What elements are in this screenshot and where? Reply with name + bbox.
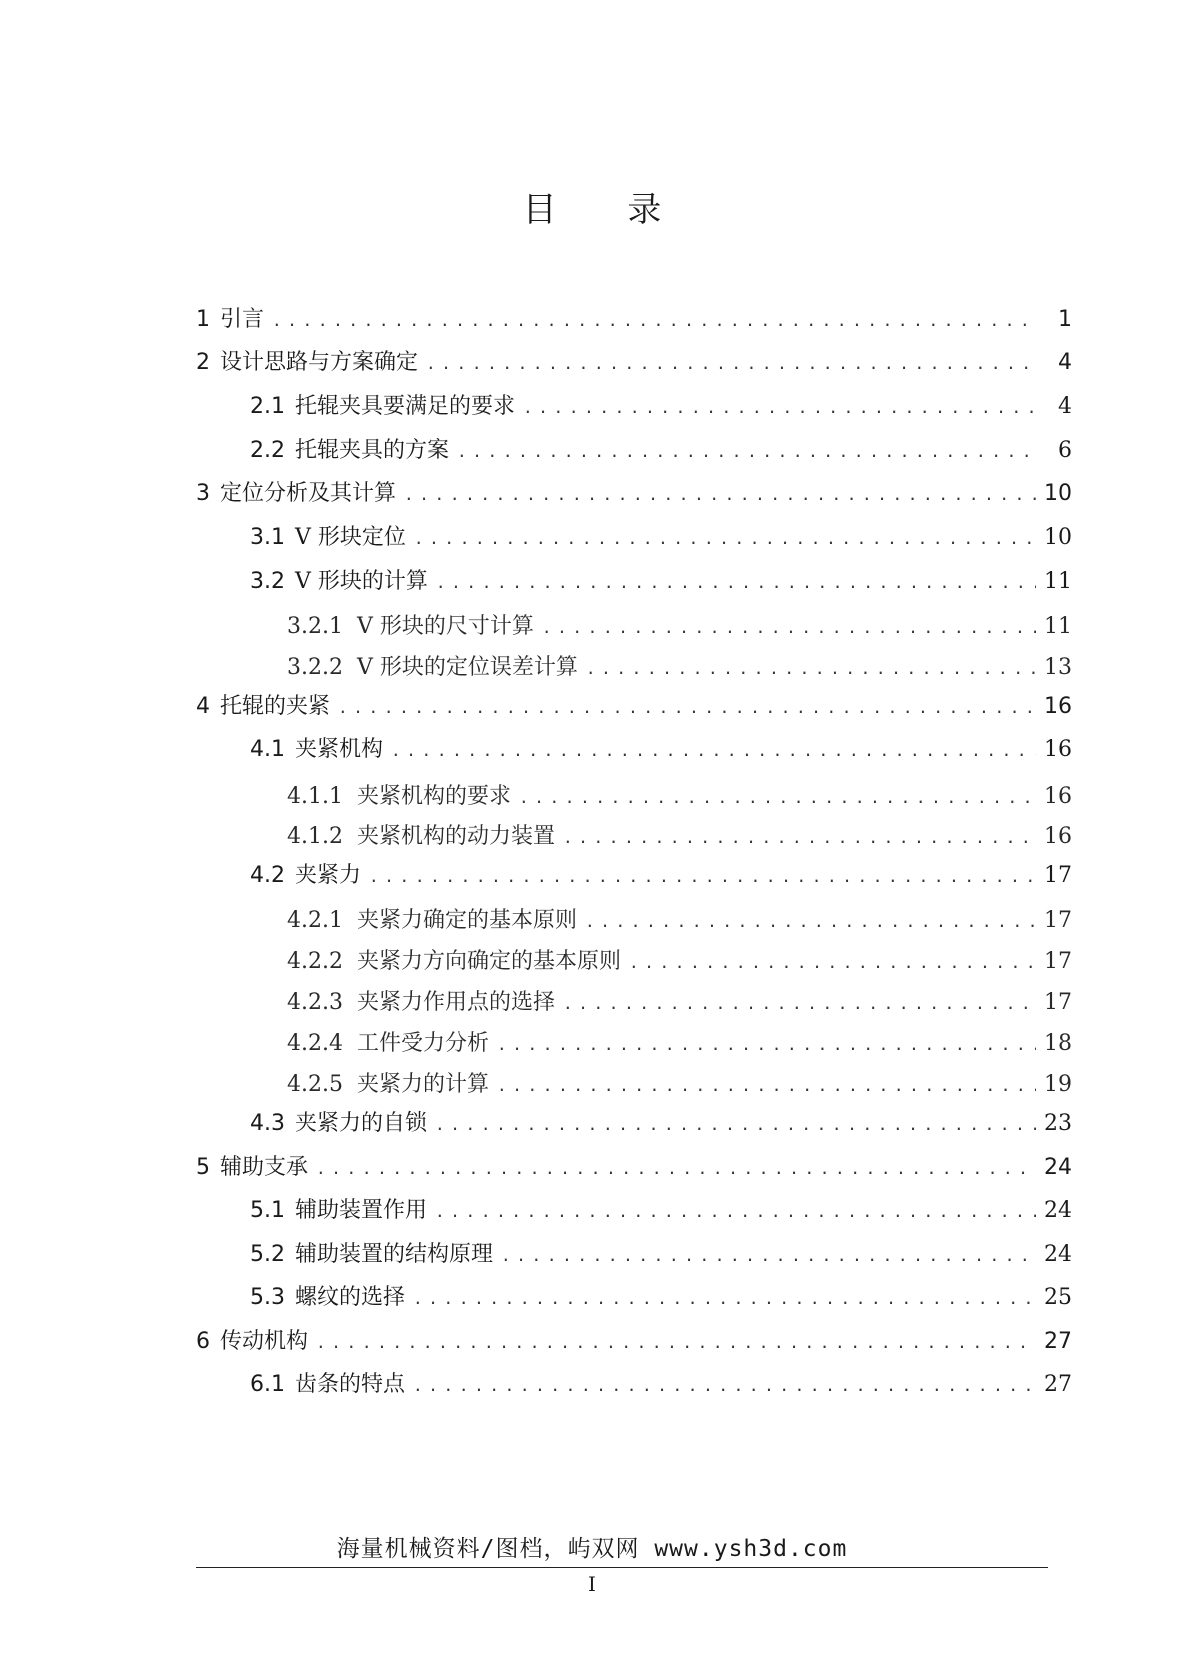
toc-entry-page: 24 [1044,1155,1072,1180]
toc-entry-label: 托辊夹具要满足的要求 [295,394,516,419]
footer-rule [196,1567,1048,1568]
toc-entry[interactable] [196,692,1072,722]
toc-dot-leader [497,1071,1036,1101]
toc-entry-label: 夹紧力的计算 [356,1072,489,1097]
toc-dot-leader [391,736,1036,766]
toc-entry[interactable] [250,735,1072,765]
toc-dot-leader [519,783,1036,813]
toc-entry-page: 16 [1044,737,1072,762]
toc-entry-label: 设计思路与方案确定 [220,350,419,375]
toc-entry-page: 27 [1044,1372,1072,1397]
toc-entry-number: 5 [196,1155,210,1180]
toc-entry[interactable] [287,988,1072,1018]
toc-entry-number: 5.2 [250,1242,285,1267]
toc-entry-label: 辅助支承 [220,1155,309,1180]
toc-entry-number: 3.2 [250,569,285,594]
toc-entry[interactable] [250,861,1072,891]
toc-entry-number: 4.1.2 [287,824,343,849]
toc-entry-number: 4 [196,694,210,719]
toc-entry-page: 4 [1058,394,1072,419]
toc-entry-label: 夹紧力 [295,863,362,888]
footer-watermark: 海量机械资料/图档，屿双网 www.ysh3d.com [336,1536,848,1562]
toc-entry-number: 4.2 [250,863,285,888]
toc-entry[interactable] [287,906,1072,936]
toc-entry-page: 16 [1044,784,1072,809]
toc-entry[interactable] [287,1070,1072,1100]
toc-entry-number: 2 [196,350,210,375]
toc-dot-leader [435,1197,1036,1227]
toc-dot-leader [413,1284,1036,1314]
toc-entry-label: 齿条的特点 [295,1372,406,1397]
toc-entry-label: 辅助装置作用 [295,1198,428,1223]
toc-entry[interactable] [250,392,1072,422]
toc-dot-leader [369,862,1036,892]
toc-entry-label: V 形块的计算 [295,569,428,594]
toc-dot-leader [586,654,1036,684]
toc-entry-page: 19 [1044,1072,1072,1097]
toc-dot-leader [497,1030,1036,1060]
toc-entry-number: 3 [196,481,210,506]
toc-entry-label: 传动机构 [220,1329,309,1354]
toc-entry[interactable] [250,523,1072,553]
toc-entry[interactable] [250,1370,1072,1400]
toc-entry[interactable] [287,1029,1072,1059]
toc-entry-label: 夹紧机构的动力装置 [356,824,555,849]
toc-entry-label: 螺纹的选择 [295,1285,406,1310]
toc-dot-leader [426,349,1038,379]
toc-entry-page: 27 [1044,1329,1072,1354]
toc-entry-page: 16 [1044,694,1072,719]
toc-entry-page: 10 [1044,481,1072,506]
toc-entry-page: 23 [1044,1111,1072,1136]
toc-entry-page: 11 [1044,569,1072,594]
toc-entry-page: 17 [1044,908,1072,933]
toc-entry-number: 4.2.1 [287,908,343,933]
toc-entry-number: 6.1 [250,1372,285,1397]
toc-entry[interactable] [287,782,1072,812]
toc-entry-label: 托辊夹具的方案 [295,438,450,463]
toc-dot-leader [338,693,1036,723]
toc-dot-leader [414,524,1036,554]
toc-entry-page: 24 [1044,1198,1072,1223]
toc-entry-page: 18 [1044,1031,1072,1056]
toc-entry-number: 4.2.3 [287,990,343,1015]
toc-dot-leader [404,480,1036,510]
toc-entry-page: 4 [1058,350,1072,375]
toc-entry-label: 辅助装置的结构原理 [295,1242,494,1267]
toc-entry-label: 引言 [220,307,265,332]
toc-entry-number: 5.1 [250,1198,285,1223]
toc-entry-number: 6 [196,1329,210,1354]
toc-entry-page: 10 [1044,525,1072,550]
toc-dot-leader [563,989,1036,1019]
toc-entry-label: 托辊的夹紧 [220,694,331,719]
toc-entry-label: 夹紧力确定的基本原则 [356,908,577,933]
toc-entry-label: 定位分析及其计算 [220,481,397,506]
toc-dot-leader [542,613,1036,643]
toc-entry-label: V 形块的定位误差计算 [356,655,578,680]
toc-entry[interactable] [250,1109,1072,1139]
toc-entry-number: 5.3 [250,1285,285,1310]
toc-entry[interactable] [196,479,1072,509]
toc-entry-label: V 形块定位 [295,525,406,550]
toc-entry-page: 16 [1044,824,1072,849]
toc-entry-number: 4.1.1 [287,784,343,809]
toc-dot-leader [316,1328,1036,1358]
toc-dot-leader [413,1371,1036,1401]
toc-entry-page: 17 [1044,949,1072,974]
toc-entry[interactable] [196,305,1072,335]
toc-entry-number: 3.2.1 [287,614,343,639]
toc-entry-page: 25 [1044,1285,1072,1310]
toc-dot-leader [523,393,1038,423]
toc-entry[interactable] [250,1283,1072,1313]
toc-entry-page: 17 [1044,863,1072,888]
toc-entry-label: V 形块的尺寸计算 [356,614,534,639]
toc-dot-leader [436,568,1036,598]
toc-entry-label: 工件受力分析 [356,1031,489,1056]
toc-entry-number: 4.2.2 [287,949,343,974]
page-title: 目 录 [522,190,692,230]
toc-entry-page: 24 [1044,1242,1072,1267]
toc-entry[interactable] [287,947,1072,977]
toc-entry[interactable] [196,1153,1072,1183]
page-number: I [588,1572,596,1596]
toc-entry[interactable] [250,567,1072,597]
toc-entry-number: 1 [196,307,210,332]
toc-entry-label: 夹紧机构的要求 [356,784,511,809]
toc-entry[interactable] [250,436,1072,466]
toc-entry-number: 4.1 [250,737,285,762]
toc-dot-leader [585,907,1036,937]
toc-dot-leader [272,306,1038,336]
toc-entry-label: 夹紧力作用点的选择 [356,990,555,1015]
toc-entry[interactable] [287,653,1072,683]
toc-entry-page: 1 [1058,307,1072,332]
toc-dot-leader [629,948,1036,978]
toc-entry-number: 3.1 [250,525,285,550]
toc-entry-label: 夹紧力方向确定的基本原则 [356,949,621,974]
toc-entry[interactable] [287,822,1072,852]
toc-entry-page: 17 [1044,990,1072,1015]
toc-dot-leader [435,1110,1036,1140]
toc-entry[interactable] [250,1196,1072,1226]
toc-dot-leader [457,437,1038,467]
toc-dot-leader [316,1154,1036,1184]
toc-dot-leader [563,823,1036,853]
toc-entry[interactable] [250,1240,1072,1270]
toc-entry[interactable] [196,1327,1072,1357]
toc-entry-number: 4.3 [250,1111,285,1136]
toc-entry-number: 4.2.4 [287,1031,343,1056]
toc-entry-page: 6 [1058,438,1072,463]
toc-entry[interactable] [287,612,1072,642]
toc-entry-page: 11 [1044,614,1072,639]
toc-entry-number: 3.2.2 [287,655,343,680]
toc-entry-label: 夹紧机构 [295,737,384,762]
toc-entry-page: 13 [1044,655,1072,680]
toc-entry-number: 4.2.5 [287,1072,343,1097]
toc-entry-number: 2.2 [250,438,285,463]
toc-entry-number: 2.1 [250,394,285,419]
toc-dot-leader [501,1241,1036,1271]
toc-entry[interactable] [196,348,1072,378]
toc-entry-label: 夹紧力的自锁 [295,1111,428,1136]
